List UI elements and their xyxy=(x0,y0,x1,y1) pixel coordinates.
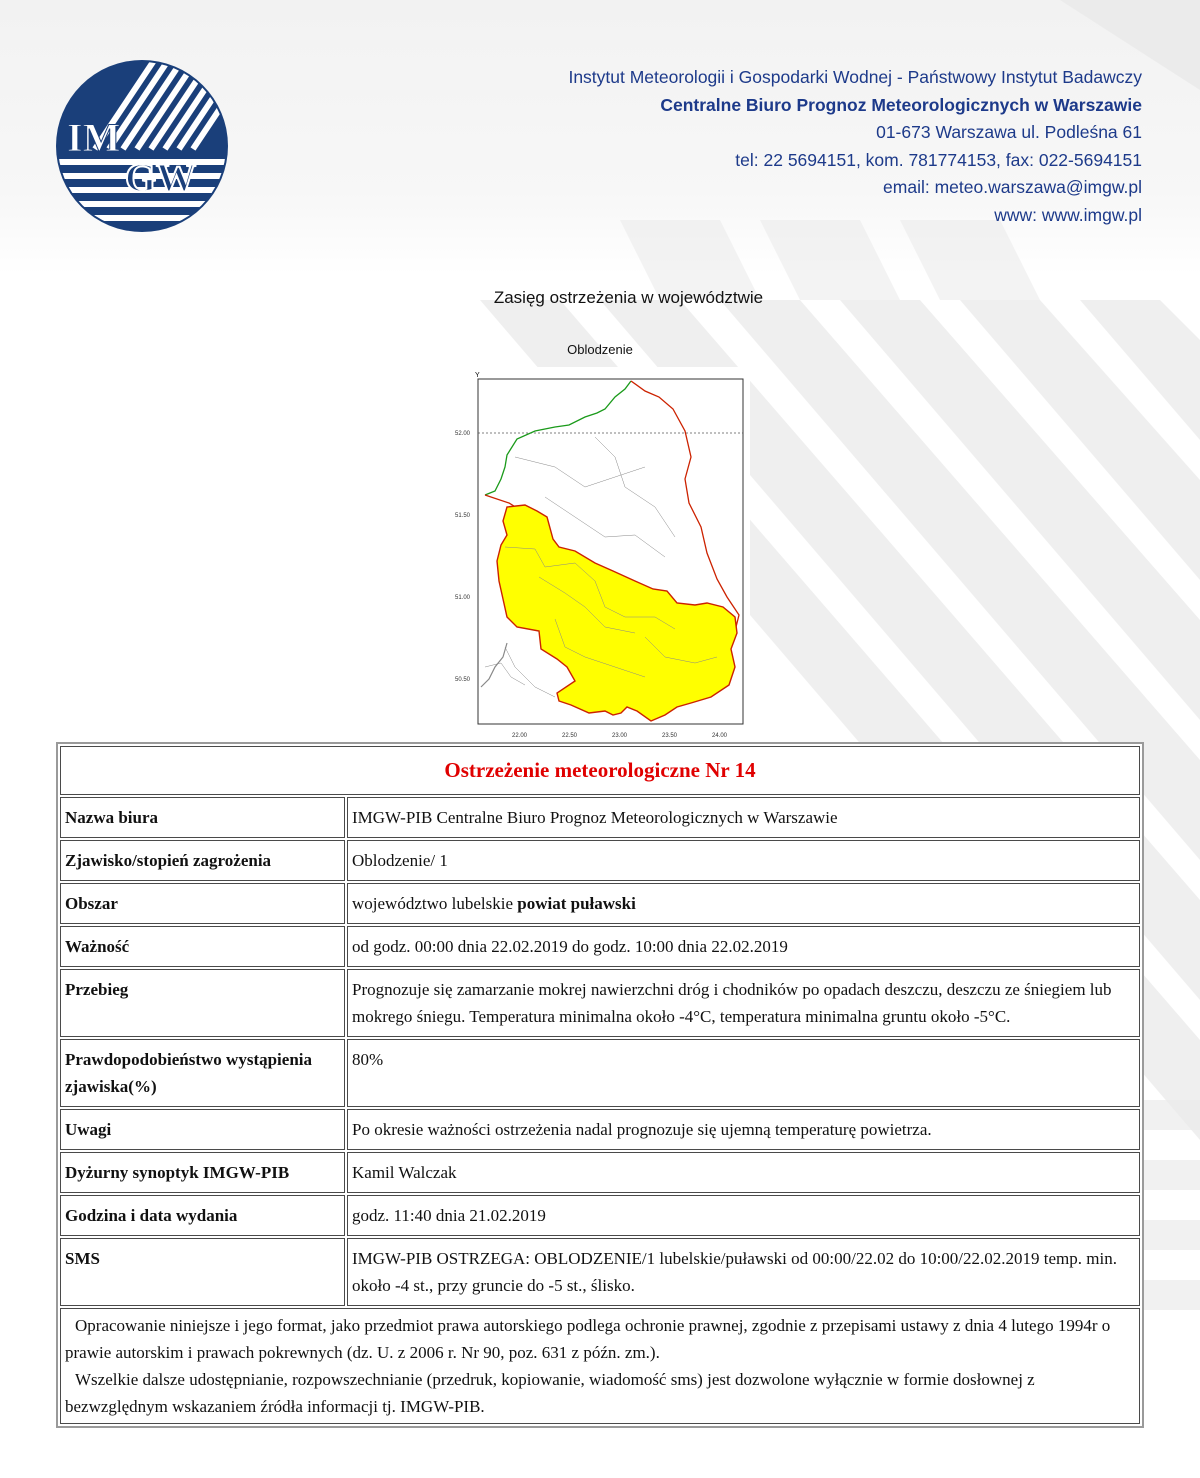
row-label: Dyżurny synoptyk IMGW-PIB xyxy=(60,1152,345,1193)
distribution-paragraph: Wszelkie dalsze udostępnianie, rozpowszechnianie (przedruk, kopiowanie, wiadomość sms) jest dozwolone wyłącznie w formie dosłownej z bezwzględnym wskazaniem źródła informacji tj. IMGW-PIB. xyxy=(65,1370,1035,1416)
institute-name: Instytut Meteorologii i Gospodarki Wodnej - Państwowy Instytut Badawczy xyxy=(568,67,1142,87)
phone: tel: 22 5694151, kom. 781774153, fax: 022-5694151 xyxy=(735,149,1142,170)
warning-title: Ostrzeżenie meteorologiczne Nr 14 xyxy=(60,746,1140,795)
row-value: Po okresie ważności ostrzeżenia nadal prognozuje się ujemną temperaturę powietrza. xyxy=(347,1109,1140,1150)
row-value: Prognozuje się zamarzanie mokrej nawierzchni dróg i chodników po opadach deszczu, deszczu ze śniegiem lub mokrego śniegu. Temperatura minimalna około -4°C, temperatura minimalna gruntu około -5°C. xyxy=(347,969,1140,1037)
institute-contact xyxy=(382,64,1142,229)
row-value xyxy=(347,883,1140,924)
row-label: Godzina i data wydania xyxy=(60,1195,345,1236)
row-value: 80% xyxy=(347,1039,1140,1107)
row-label: SMS xyxy=(60,1238,345,1306)
svg-text:IM: IM xyxy=(67,115,121,160)
imgw-logo xyxy=(55,59,229,233)
y-tick-52: 52.00 xyxy=(455,431,471,437)
warning-table xyxy=(56,742,1144,1428)
table-row xyxy=(60,797,1140,838)
table-row xyxy=(60,926,1140,967)
row-label: Zjawisko/stopień zagrożenia xyxy=(60,840,345,881)
row-value: godz. 11:40 dnia 21.02.2019 xyxy=(347,1195,1140,1236)
y-tick-51: 51.00 xyxy=(455,595,471,601)
table-row xyxy=(60,1109,1140,1150)
x-tick-23: 23.00 xyxy=(612,733,628,739)
row-label: Obszar xyxy=(60,883,345,924)
row-label: Uwagi xyxy=(60,1109,345,1150)
table-row xyxy=(60,1152,1140,1193)
copyright-paragraph: Opracowanie niniejsze i jego format, jako przedmiot prawa autorskiego podlega ochronie prawnej, zgodnie z przepisami ustawy z dnia 4 lutego 1994r o prawie autorskim i prawach pokrewnych (dz. U. z 2006 r. Nr 90, poz. 631 z późn. zm.). xyxy=(65,1316,1111,1362)
svg-text:GW: GW xyxy=(125,155,197,200)
x-tick-24: 24.00 xyxy=(712,733,728,739)
table-row xyxy=(60,1238,1140,1306)
table-row xyxy=(60,1039,1140,1107)
x-tick-22: 22.00 xyxy=(512,733,528,739)
row-value: od godz. 00:00 dnia 22.02.2019 do godz. 10:00 dnia 22.02.2019 xyxy=(347,926,1140,967)
warning-map xyxy=(445,367,750,743)
table-row xyxy=(60,840,1140,881)
row-label: Ważność xyxy=(60,926,345,967)
table-row xyxy=(60,883,1140,924)
website[interactable]: www: www.imgw.pl xyxy=(994,204,1142,225)
table-row xyxy=(60,1195,1140,1236)
y-tick-5150: 51.50 xyxy=(455,513,471,519)
area-voivodeship: województwo lubelskie xyxy=(352,894,513,913)
row-value: Oblodzenie/ 1 xyxy=(347,840,1140,881)
map-title: Zasięg ostrzeżenia w województwie xyxy=(493,288,764,307)
x-tick-2250: 22.50 xyxy=(562,733,578,739)
map-subtitle: Oblodzenie xyxy=(567,342,633,357)
email[interactable]: email: meteo.warszawa@imgw.pl xyxy=(883,177,1142,197)
row-label: Nazwa biura xyxy=(60,797,345,838)
table-row xyxy=(60,969,1140,1037)
copyright-notice xyxy=(60,1308,1140,1424)
row-label: Prawdopodobieństwo wystąpienia zjawiska(%) xyxy=(60,1039,345,1107)
area-county: powiat puławski xyxy=(517,894,636,913)
x-tick-2350: 23.50 xyxy=(662,733,678,739)
map-y-letter: Y xyxy=(475,372,480,379)
y-tick-5050: 50.50 xyxy=(455,677,471,683)
row-value: IMGW-PIB OSTRZEGA: OBLODZENIE/1 lubelskie/puławski od 00:00/22.02 do 10:00/22.02.2019 temp. min. około -4 st., przy gruncie do -5 st., ślisko. xyxy=(347,1238,1140,1306)
row-value: IMGW-PIB Centralne Biuro Prognoz Meteorologicznych w Warszawie xyxy=(347,797,1140,838)
office-name: Centralne Biuro Prognoz Meteorologicznych w Warszawie xyxy=(660,94,1142,115)
address: 01-673 Warszawa ul. Podleśna 61 xyxy=(876,122,1142,142)
row-label: Przebieg xyxy=(60,969,345,1037)
row-value: Kamil Walczak xyxy=(347,1152,1140,1193)
